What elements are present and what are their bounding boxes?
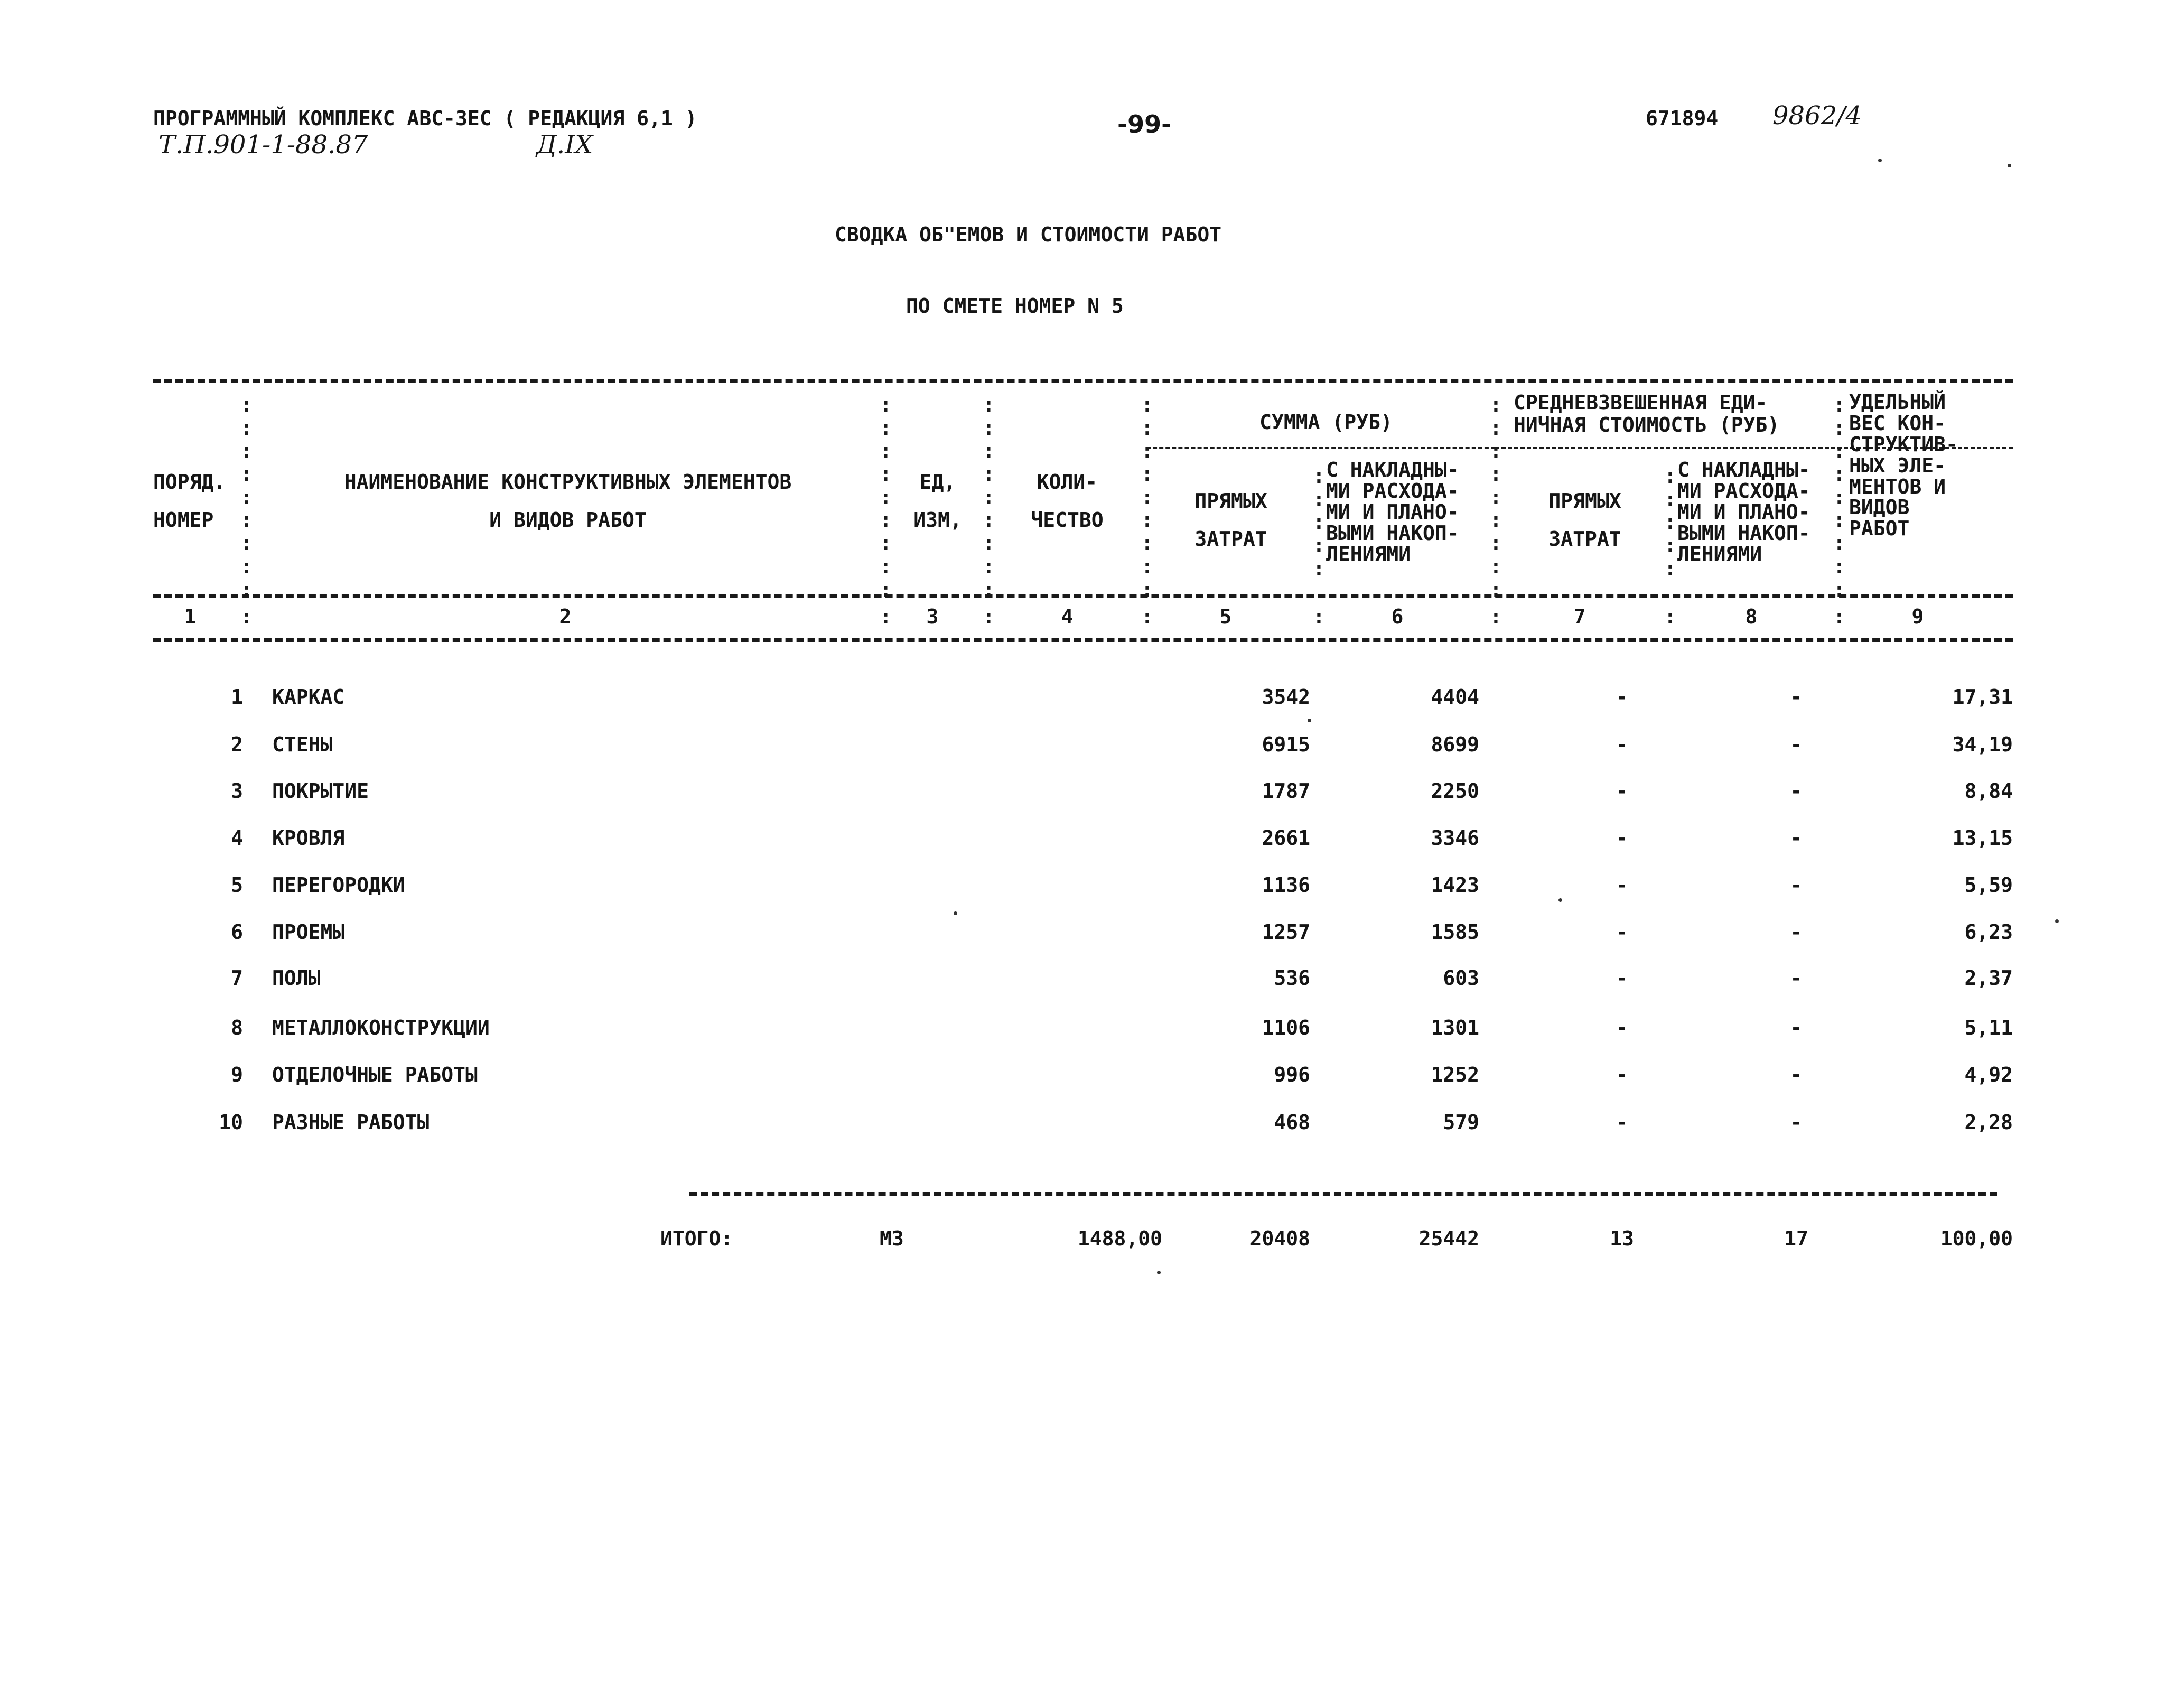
column-number: 7 (1573, 605, 1586, 628)
total-avg-overhead-cost: 17 (1784, 1227, 1808, 1250)
column-separator: : (1141, 605, 1153, 628)
row-overhead-cost: 2250 (1431, 779, 1479, 803)
row-element-name: КРОВЛЯ (272, 826, 345, 850)
row-share: 13,15 (1952, 826, 2013, 850)
total-unit: М3 (880, 1227, 904, 1250)
column-separator: : : : : : : : : : (1490, 393, 1502, 601)
row-share: 34,19 (1952, 733, 2013, 756)
total-share: 100,00 (1940, 1227, 2013, 1250)
page-title: СВОДКА ОБ"ЕМОВ И СТОИМОСТИ РАБОТ (835, 223, 1222, 246)
row-overhead-cost: 8699 (1431, 733, 1479, 756)
row-direct-cost: 1257 (1262, 920, 1310, 944)
row-avg-overhead-cost: - (1790, 779, 1803, 803)
row-element-name: ОТДЕЛОЧНЫЕ РАБОТЫ (272, 1063, 478, 1086)
row-overhead-cost: 3346 (1431, 826, 1479, 850)
project-code: Т.П.901-1-88.87 (158, 130, 368, 160)
row-number: 10 (219, 1111, 243, 1134)
column-number: 1 (184, 605, 197, 628)
row-number: 9 (231, 1063, 243, 1086)
row-direct-cost: 536 (1274, 966, 1310, 990)
column-number: 3 (926, 605, 939, 628)
row-direct-cost: 6915 (1262, 733, 1310, 756)
page-number: -99- (1117, 110, 1172, 138)
row-direct-cost: 3542 (1262, 685, 1310, 709)
column-separator: : : : : : (1313, 464, 1325, 580)
row-direct-cost: 996 (1274, 1063, 1310, 1086)
total-label: ИТОГО: (660, 1227, 733, 1250)
scan-speck (2008, 164, 2011, 167)
row-avg-overhead-cost: - (1790, 733, 1803, 756)
row-direct-cost: 2661 (1262, 826, 1310, 850)
doc-number: 671894 (1646, 107, 1719, 130)
program-line: ПРОГРАММНЫЙ КОМПЛЕКС АВС-3ЕС ( РЕДАКЦИЯ 6,1 ) (153, 107, 697, 130)
row-share: 2,28 (1964, 1111, 2013, 1134)
row-number: 2 (231, 733, 243, 756)
total-overhead-cost: 25442 (1418, 1227, 1479, 1250)
row-avg-overhead-cost: - (1790, 685, 1803, 709)
total-direct-cost: 20408 (1249, 1227, 1310, 1250)
scan-speck (1558, 898, 1562, 902)
total-avg-direct-cost: 13 (1610, 1227, 1634, 1250)
column-numbers-rule (153, 638, 2013, 642)
header-share: УДЕЛЬНЫЙ ВЕС КОН- СТРУКТИВ- НЫХ ЭЛЕ- МЕНТОВ И ВИДОВ РАБОТ (1849, 390, 1958, 541)
column-number: 8 (1745, 605, 1758, 628)
total-quantity: 1488,00 (1077, 1227, 1162, 1250)
row-avg-direct-cost: - (1616, 1111, 1628, 1134)
row-avg-direct-cost: - (1616, 1016, 1628, 1039)
header-quantity: КОЛИ- ЧЕСТВО (1031, 470, 1104, 532)
row-element-name: ПЕРЕГОРОДКИ (272, 873, 405, 897)
scan-speck (2055, 919, 2059, 923)
header-bottom-rule (153, 594, 2013, 598)
row-overhead-cost: 1423 (1431, 873, 1479, 897)
column-separator: : (1490, 605, 1502, 628)
row-share: 8,84 (1964, 779, 2013, 803)
inventory-number: 9862/4 (1772, 101, 1862, 131)
row-share: 17,31 (1952, 685, 2013, 709)
row-element-name: РАЗНЫЕ РАБОТЫ (272, 1111, 430, 1134)
row-element-name: КАРКАС (272, 685, 345, 709)
row-number: 5 (231, 873, 243, 897)
row-share: 5,11 (1964, 1016, 2013, 1039)
row-overhead-cost: 579 (1443, 1111, 1479, 1134)
scan-speck (1878, 159, 1882, 162)
header-direct-cost: ПРЯМЫХ ЗАТРАТ (1194, 489, 1267, 551)
row-avg-direct-cost: - (1616, 779, 1628, 803)
row-avg-direct-cost: - (1616, 873, 1628, 897)
header-element-name: НАИМЕНОВАНИЕ КОНСТРУКТИВНЫХ ЭЛЕМЕНТОВ И ВИДОВ РАБОТ (344, 470, 792, 532)
row-avg-direct-cost: - (1616, 1063, 1628, 1086)
column-number: 4 (1061, 605, 1074, 628)
row-overhead-cost: 4404 (1431, 685, 1479, 709)
row-avg-overhead-cost: - (1790, 966, 1803, 990)
column-separator: : : : : : : : : : (240, 393, 253, 601)
row-share: 5,59 (1964, 873, 2013, 897)
row-number: 3 (231, 779, 243, 803)
row-direct-cost: 1106 (1262, 1016, 1310, 1039)
total-top-rule (689, 1192, 1997, 1196)
column-separator: : : : : : : : : : (983, 393, 995, 601)
row-number: 7 (231, 966, 243, 990)
column-number: 2 (559, 605, 572, 628)
column-separator: : (240, 605, 253, 628)
row-number: 4 (231, 826, 243, 850)
row-share: 2,37 (1964, 966, 2013, 990)
row-element-name: МЕТАЛЛОКОНСТРУКЦИИ (272, 1016, 490, 1039)
column-separator: : (880, 605, 892, 628)
row-direct-cost: 468 (1274, 1111, 1310, 1134)
row-direct-cost: 1136 (1262, 873, 1310, 897)
column-separator: : : : : : : : : : (1141, 393, 1153, 601)
row-avg-overhead-cost: - (1790, 920, 1803, 944)
row-avg-overhead-cost: - (1790, 1063, 1803, 1086)
row-share: 4,92 (1964, 1063, 2013, 1086)
scan-speck (1308, 719, 1311, 722)
row-number: 1 (231, 685, 243, 709)
row-avg-direct-cost: - (1616, 733, 1628, 756)
header-avg-overhead-cost: С НАКЛАДНЫ- МИ РАСХОДА- МИ И ПЛАНО- ВЫМИ НАКОП- ЛЕНИЯМИ (1677, 458, 1810, 566)
scan-speck (1157, 1271, 1161, 1274)
row-number: 8 (231, 1016, 243, 1039)
row-overhead-cost: 603 (1443, 966, 1479, 990)
column-separator: : : : : : (1664, 464, 1676, 580)
header-avg-direct-cost: ПРЯМЫХ ЗАТРАТ (1548, 489, 1621, 551)
column-number: 6 (1391, 605, 1404, 628)
row-element-name: СТЕНЫ (272, 733, 333, 756)
header-sum-group: СУММА (РУБ) (1259, 411, 1393, 434)
row-share: 6,23 (1964, 920, 2013, 944)
row-avg-overhead-cost: - (1790, 1016, 1803, 1039)
row-avg-direct-cost: - (1616, 966, 1628, 990)
header-order-number: ПОРЯД. НОМЕР (153, 470, 226, 532)
row-overhead-cost: 1301 (1431, 1016, 1479, 1039)
row-element-name: ПОЛЫ (272, 966, 321, 990)
row-element-name: ПРОЕМЫ (272, 920, 345, 944)
header-overhead-cost: С НАКЛАДНЫ- МИ РАСХОДА- МИ И ПЛАНО- ВЫМИ НАКОП- ЛЕНИЯМИ (1326, 458, 1459, 566)
row-avg-direct-cost: - (1616, 826, 1628, 850)
scan-speck (954, 911, 957, 915)
column-separator: : : : : : : : : : (1833, 393, 1845, 601)
row-avg-overhead-cost: - (1790, 1111, 1803, 1134)
column-number: 5 (1219, 605, 1232, 628)
row-element-name: ПОКРЫТИЕ (272, 779, 369, 803)
header-avg-group: СРЕДНЕВЗВЕШЕННАЯ ЕДИ- НИЧНАЯ СТОИМОСТЬ (РУБ) (1514, 391, 1780, 436)
row-number: 6 (231, 920, 243, 944)
column-separator: : (1664, 605, 1676, 628)
header-unit: ЕД, ИЗМ, (913, 470, 962, 532)
sheet-mark: Д.IX (536, 130, 593, 160)
row-avg-overhead-cost: - (1790, 826, 1803, 850)
sum-group-rule (1146, 447, 1495, 449)
column-separator: : : : : : : : : : (880, 393, 892, 601)
row-overhead-cost: 1585 (1431, 920, 1479, 944)
column-separator: : (1313, 605, 1325, 628)
row-direct-cost: 1787 (1262, 779, 1310, 803)
page-subtitle: ПО СМЕТЕ НОМЕР N 5 (906, 294, 1124, 318)
column-separator: : (983, 605, 995, 628)
row-avg-overhead-cost: - (1790, 873, 1803, 897)
table-top-rule (153, 379, 2013, 383)
row-avg-direct-cost: - (1616, 920, 1628, 944)
row-avg-direct-cost: - (1616, 685, 1628, 709)
column-number: 9 (1911, 605, 1924, 628)
column-separator: : (1833, 605, 1845, 628)
row-overhead-cost: 1252 (1431, 1063, 1479, 1086)
